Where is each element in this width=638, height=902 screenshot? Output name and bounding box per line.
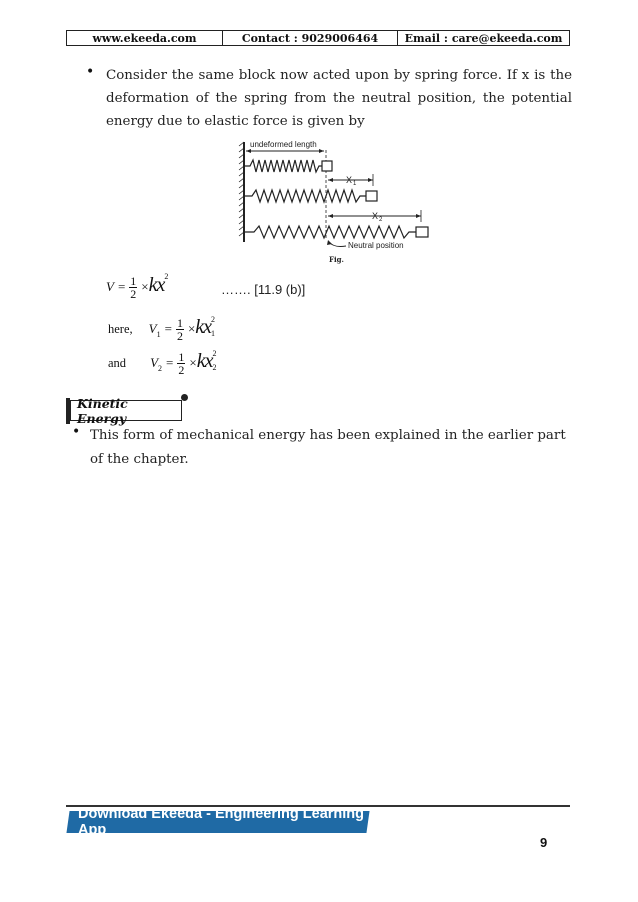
- formula-v1-xsub: 1: [211, 329, 216, 338]
- formula-v1-num: 1: [176, 315, 183, 330]
- formula-main-equals: =: [117, 279, 126, 294]
- page-header: [66, 30, 570, 46]
- formula-v2-den: 2: [178, 362, 185, 377]
- formula-v2-times: ×: [189, 355, 197, 370]
- formula-v1-prefix: here,: [108, 322, 133, 336]
- bullet-icon: •: [86, 64, 95, 80]
- formula-v2-equals: =: [166, 355, 174, 370]
- formula-v2-num: 1: [178, 349, 185, 364]
- heading-dot: [181, 394, 188, 401]
- undeformed-label: undeformed length: [250, 140, 317, 149]
- page-number: 9: [540, 835, 548, 850]
- download-app-label: Download Ekeeda - Engineering Learning App: [78, 806, 365, 838]
- x2-label: X: [372, 211, 379, 221]
- formula-v1-fraction: [176, 317, 184, 342]
- x2-sub: 2: [379, 217, 383, 223]
- formula-main-num: 1: [130, 273, 137, 288]
- formula-main-fraction: [129, 275, 137, 300]
- formula-main-den: 2: [130, 286, 137, 301]
- formula-v1-den: 2: [176, 328, 183, 343]
- formula-v1: [108, 316, 217, 342]
- kinetic-paragraph: This form of mechanical energy has been explained in the earlier part of the chapter.: [90, 428, 566, 467]
- bullet-icon: •: [72, 424, 81, 440]
- equation-reference: ……. [11.9 (b)]: [221, 282, 306, 297]
- header-website: www.ekeeda.com: [67, 31, 223, 45]
- formula-v1-times: ×: [187, 321, 196, 336]
- formula-v2-prefix: and: [108, 356, 127, 370]
- formula-v2-kx: kx: [196, 350, 213, 372]
- formula-v2: [108, 350, 218, 376]
- formula-main: [106, 272, 168, 300]
- formula-v1-kx: kx: [195, 316, 212, 338]
- figure-caption: Fig.: [329, 255, 344, 264]
- formula-main-lhs: V: [106, 279, 114, 294]
- formula-v2-xsub: 2: [212, 363, 217, 372]
- formula-v1-equals: =: [164, 321, 172, 336]
- header-contact: Contact : 9029006464: [223, 31, 398, 45]
- formula-v2-fraction: [177, 351, 185, 376]
- formula-main-kx: kx: [148, 274, 165, 296]
- x1-label: X: [346, 175, 353, 185]
- formula-main-times: ×: [141, 279, 149, 294]
- section-heading: Kinetic Energy: [70, 400, 182, 421]
- formula-v2-lhs: V: [150, 355, 159, 370]
- formula-main-power: 2: [164, 272, 169, 281]
- neutral-label: Neutral position: [348, 241, 404, 250]
- spring-figure: [236, 136, 436, 266]
- formula-v2-sub: 2: [158, 364, 163, 374]
- x1-sub: 1: [353, 181, 357, 187]
- formula-v1-power: 2: [211, 315, 216, 324]
- formula-v1-lhs: V: [148, 321, 157, 336]
- download-app-banner[interactable]: [66, 806, 369, 838]
- formula-v2-power: 2: [212, 349, 217, 358]
- header-email: Email : care@ekeeda.com: [404, 31, 563, 45]
- formula-v1-sub: 1: [156, 330, 161, 340]
- intro-paragraph: Consider the same block now acted upon by spring force. If x is the deformation of the spring from the neutral position, the potential energy due to elastic force is given by: [106, 68, 572, 129]
